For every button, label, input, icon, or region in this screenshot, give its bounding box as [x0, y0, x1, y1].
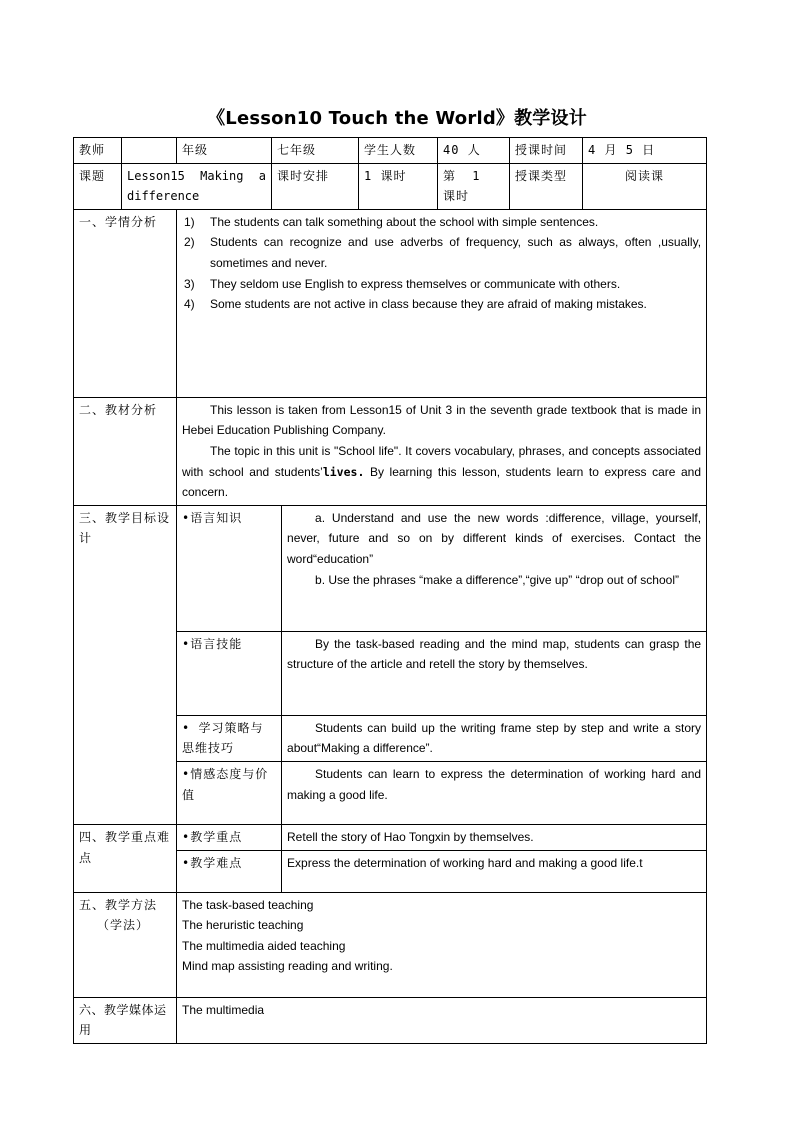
header-row-1 — [74, 138, 707, 164]
list-item: The task-based teaching — [182, 897, 314, 912]
period-value: 第 1 课时 — [438, 163, 510, 209]
media-text: The multimedia — [177, 997, 707, 1043]
difficult-point-label: •教学难点 — [177, 850, 282, 892]
section-goals-row-1 — [74, 505, 707, 631]
list-item: The multimedia aided teaching — [182, 938, 346, 953]
students-label: 学生人数 — [359, 138, 438, 164]
goal-knowledge-b: b. Use the phrases “make a difference”,“give up” “drop out of school” — [315, 572, 679, 587]
section5-label: 五、教学方法 （学法） — [74, 892, 177, 997]
hours-label: 课时安排 — [272, 163, 359, 209]
goal-strategy-text: Students can build up the writing frame step by step and write a story about“Making a difference”. — [287, 720, 702, 756]
students-value: 40 人 — [438, 138, 510, 164]
key-point-label: •教学重点 — [177, 824, 282, 850]
hours-value: 1 课时 — [359, 163, 438, 209]
section-media — [74, 997, 707, 1043]
time-value: 4 月 5 日 — [583, 138, 707, 164]
teacher-label: 教师 — [74, 138, 122, 164]
section3-label: 三、教学目标设计 — [74, 505, 177, 824]
textbook-paragraph-2: The topic in this unit is "School life". It covers vocabulary, phrases, and concepts associated with school and students’lives. By learning this lesson, students learn to express care and concern. — [182, 443, 702, 500]
list-item: 3) They seldom use English to express themselves or communicate with others. — [184, 276, 621, 291]
goal-skills-text: By the task-based reading and the mind map, students can grasp the structure of the article and retell the story by themselves. — [287, 636, 702, 672]
difficult-point-text: Express the determination of working hard and making a good life.t — [282, 850, 707, 892]
type-value: 阅读课 — [583, 163, 707, 209]
section1-label: 一、学情分析 — [74, 209, 177, 397]
topic-value: Lesson15 Making a difference — [122, 163, 272, 209]
list-item: Mind map assisting reading and writing. — [182, 959, 393, 974]
grade-value: 七年级 — [272, 138, 359, 164]
section2-label: 二、教材分析 — [74, 397, 177, 505]
section-learner-analysis — [74, 209, 707, 397]
methods-list — [177, 892, 707, 997]
lesson-plan-table — [73, 137, 707, 1044]
topic-label: 课题 — [74, 163, 122, 209]
goal-knowledge-a: a. Understand and use the new words :difference, village, yourself, never, future and so on by different kinds of exercises. Contact the word“education” — [287, 510, 702, 566]
goal-label-knowledge: •语言知识 — [177, 505, 282, 631]
list-item: 2) Students can recognize and use adverbs of frequency, such as always, often ,usually, sometimes and never. — [184, 235, 702, 270]
grade-label: 年级 — [177, 138, 272, 164]
goal-label-strategy: • 学习策略与思维技巧 — [177, 715, 282, 761]
key-point-text: Retell the story of Hao Tongxin by themselves. — [282, 824, 707, 850]
teacher-value — [122, 138, 177, 164]
goal-attitude-text: Students can learn to express the determination of working hard and making a good life. — [287, 766, 702, 802]
list-item: 1) The students can talk something about the school with simple sentences. — [184, 214, 599, 229]
list-item: The heruristic teaching — [182, 918, 304, 933]
section4-label: 四、教学重点难点 — [74, 824, 177, 892]
time-label: 授课时间 — [510, 138, 583, 164]
goal-label-attitude: •情感态度与价值 — [177, 761, 282, 824]
section-textbook-analysis — [74, 397, 707, 505]
textbook-paragraph-1: This lesson is taken from Lesson15 of Unit 3 in the seventh grade textbook that is made in Hebei Education Publishing Company. — [182, 402, 702, 438]
type-label: 授课类型 — [510, 163, 583, 209]
header-row-2 — [74, 163, 707, 209]
learner-analysis-list — [182, 212, 701, 315]
section6-label: 六、教学媒体运用 — [74, 997, 177, 1043]
goal-label-skills: •语言技能 — [177, 631, 282, 715]
page-title: 《Lesson10 Touch the World》教学设计 — [207, 108, 587, 129]
section-methods — [74, 892, 707, 997]
section-key-points-row-1 — [74, 824, 707, 850]
list-item: 4) Some students are not active in class because they are afraid of making mistakes. — [184, 297, 647, 312]
